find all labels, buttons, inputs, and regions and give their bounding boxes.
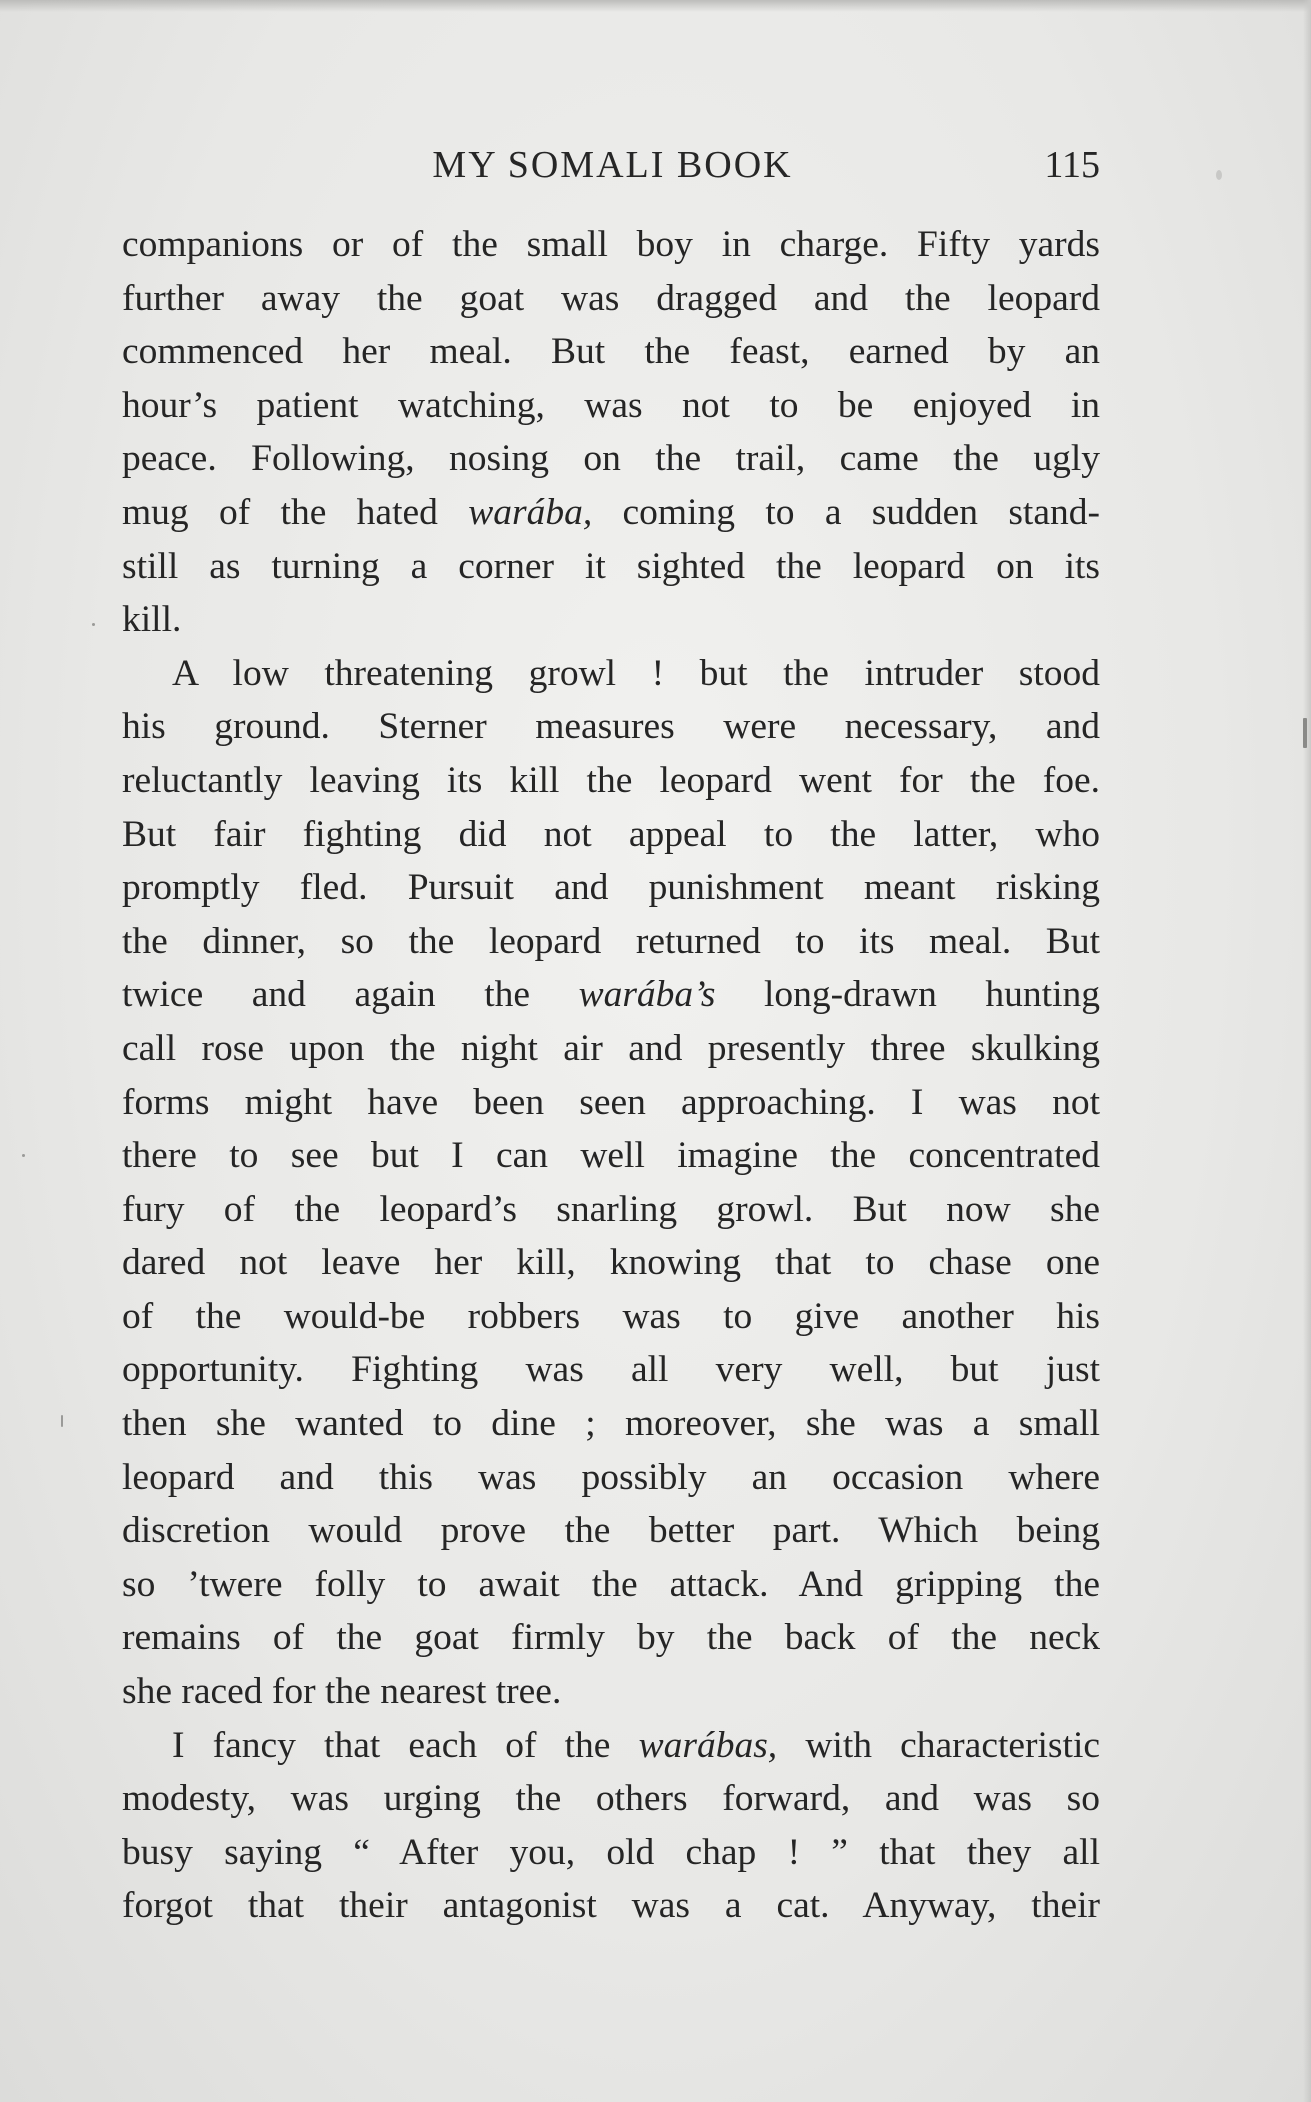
paragraph (122, 1719, 1100, 1933)
text-line: A low threatening growl ! but the intruder stood (172, 652, 1100, 694)
paragraph (122, 647, 1100, 1719)
text-line: kill. (122, 599, 182, 641)
text-line: busy saying “ After you, old chap ! ” that they all (122, 1831, 1100, 1873)
text-line: But fair fighting did not appeal to the latter, who (122, 813, 1100, 855)
text-line: the dinner, so the leopard returned to its meal. But (122, 920, 1100, 962)
text-line: discretion would prove the better part. Which being (122, 1510, 1100, 1552)
italic-term: warábas, (638, 1724, 778, 1766)
paper-speck (61, 1415, 63, 1427)
text-line: reluctantly leaving its kill the leopard went for the foe. (122, 759, 1100, 801)
text-line: hour’s patient watching, was not to be enjoyed in (122, 384, 1100, 426)
text-line: there to see but I can well imagine the concentrated (122, 1135, 1100, 1177)
text-line: his ground. Sterner measures were necessary, and (122, 706, 1100, 748)
text-line: she raced for the nearest tree. (122, 1671, 562, 1713)
text-line: commenced her meal. But the feast, earned by an (122, 331, 1100, 373)
body-text (122, 218, 1100, 1933)
italic-term: warába, (468, 491, 593, 533)
text-line: mug of the hated warába, coming to a sudden stand- (122, 491, 1100, 533)
text-line: forms might have been seen approaching. I was not (122, 1081, 1100, 1123)
text-line: of the would-be robbers was to give another his (122, 1295, 1100, 1337)
text-line: promptly fled. Pursuit and punishment meant risking (122, 867, 1100, 909)
text-line: leopard and this was possibly an occasion where (122, 1456, 1100, 1498)
text-line: modesty, was urging the others forward, and was so (122, 1778, 1100, 1820)
paragraph (122, 218, 1100, 647)
text-line: I fancy that each of the warábas, with characteristic (172, 1724, 1101, 1766)
text-line: remains of the goat firmly by the back of the neck (122, 1617, 1100, 1659)
text-line: twice and again the warába’s long-drawn hunting (122, 974, 1100, 1016)
text-line: fury of the leopard’s snarling growl. But now she (122, 1188, 1100, 1230)
paper-speck (22, 1154, 25, 1157)
text-line: so ’twere folly to await the attack. And gripping the (122, 1563, 1100, 1605)
page-number: 115 (1044, 144, 1100, 186)
page-right-edge (1303, 0, 1311, 2102)
running-head (125, 143, 1100, 191)
text-line: opportunity. Fighting was all very well, but just (122, 1349, 1100, 1391)
paper-speck (1216, 170, 1222, 180)
text-line: further away the goat was dragged and the leopard (122, 277, 1100, 319)
italic-term: warába’s (578, 974, 716, 1016)
paper-speck (92, 623, 95, 626)
text-line: then she wanted to dine ; moreover, she was a small (122, 1403, 1100, 1445)
text-line: still as turning a corner it sighted the leopard on its (122, 545, 1100, 587)
page-top-edge (0, 0, 1311, 12)
text-line: peace. Following, nosing on the trail, came the ugly (122, 438, 1100, 480)
paper-speck (1303, 718, 1307, 748)
text-line: call rose upon the night air and presently three skulking (122, 1027, 1100, 1069)
running-head-title: MY SOMALI BOOK (432, 144, 793, 186)
text-line: companions or of the small boy in charge. Fifty yards (122, 224, 1100, 265)
text-line: forgot that their antagonist was a cat. Anyway, their (122, 1885, 1100, 1927)
text-line: dared not leave her kill, knowing that to chase one (122, 1242, 1100, 1284)
